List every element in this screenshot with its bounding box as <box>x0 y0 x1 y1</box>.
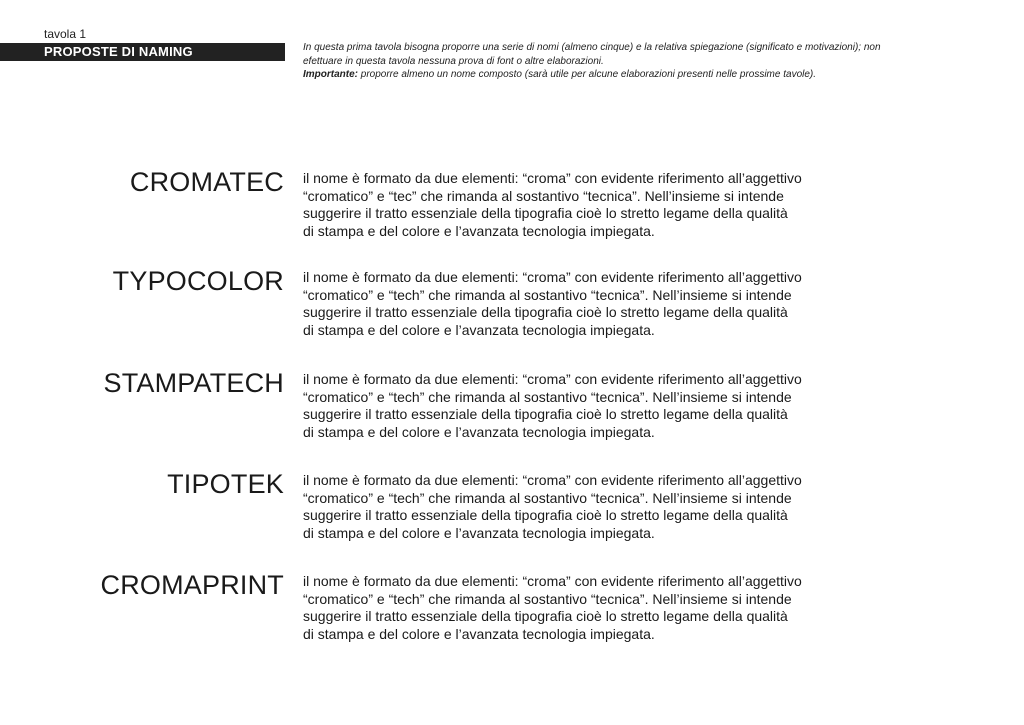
description-line: suggerire il tratto essenziale della tipografia cioè lo stretto legame della qualità <box>303 406 788 422</box>
page-title: PROPOSTE DI NAMING <box>44 44 193 59</box>
instructions-text <box>303 41 963 82</box>
description-line: “cromatico” e “tech” che rimanda al sostantivo “tecnica”. Nell’insieme si intende <box>303 388 792 405</box>
description-line: il nome è formato da due elementi: “croma” con evidente riferimento all’aggettivo <box>303 170 802 186</box>
naming-entry <box>0 167 1024 250</box>
description-line: di stampa e del colore e l’avanzata tecnologia impiegata. <box>303 222 655 239</box>
title-bar <box>0 43 285 61</box>
entry-description <box>303 472 843 542</box>
description-line: il nome è formato da due elementi: “croma” con evidente riferimento all’aggettivo <box>303 371 802 387</box>
description-line: il nome è formato da due elementi: “croma” con evidente riferimento all’aggettivo <box>303 573 802 589</box>
description-line: il nome è formato da due elementi: “croma” con evidente riferimento all’aggettivo <box>303 472 802 488</box>
instructions-line-2: efettuare in questa tavola nessuna prova di font o altre elaborazioni. <box>303 55 604 67</box>
important-label: Importante: <box>303 69 358 80</box>
description-line: “cromatico” e “tec” che rimanda al sostantivo “tecnica”. Nell’insieme si intende <box>303 187 784 204</box>
naming-entry <box>0 368 1024 451</box>
entry-description <box>303 269 843 339</box>
description-line: suggerire il tratto essenziale della tipografia cioè lo stretto legame della qualità <box>303 507 788 523</box>
instructions-line-1: In questa prima tavola bisogna proporre una serie di nomi (almeno cinque) e la relativa spiegazione (significato e motivazioni); non <box>303 42 881 53</box>
description-line: suggerire il tratto essenziale della tipografia cioè lo stretto legame della qualità <box>303 608 788 624</box>
description-line: “cromatico” e “tech” che rimanda al sostantivo “tecnica”. Nell’insieme si intende <box>303 286 792 303</box>
entry-name: CROMATEC <box>129 167 284 197</box>
description-line: di stampa e del colore e l’avanzata tecnologia impiegata. <box>303 625 655 642</box>
description-line: “cromatico” e “tech” che rimanda al sostantivo “tecnica”. Nell’insieme si intende <box>303 590 792 607</box>
entry-description <box>303 573 843 643</box>
entry-name: TIPOTEK <box>167 469 284 499</box>
naming-entry <box>0 570 1024 653</box>
description-line: suggerire il tratto essenziale della tipografia cioè lo stretto legame della qualità <box>303 205 788 221</box>
description-line: “cromatico” e “tech” che rimanda al sostantivo “tecnica”. Nell’insieme si intende <box>303 489 792 506</box>
entry-description <box>303 371 843 441</box>
important-text: proporre almeno un nome composto (sarà utile per alcune elaborazioni presenti nelle prossime tavole). <box>358 69 817 80</box>
naming-entry <box>0 469 1024 552</box>
description-line: di stampa e del colore e l’avanzata tecnologia impiegata. <box>303 524 655 541</box>
entry-description <box>303 170 843 240</box>
description-line: il nome è formato da due elementi: “croma” con evidente riferimento all’aggettivo <box>303 269 802 285</box>
entry-name: TYPOCOLOR <box>112 266 284 296</box>
page-label: tavola 1 <box>44 27 87 41</box>
description-line: di stampa e del colore e l’avanzata tecnologia impiegata. <box>303 423 655 440</box>
naming-entry <box>0 266 1024 349</box>
description-line: di stampa e del colore e l’avanzata tecnologia impiegata. <box>303 321 655 338</box>
entry-name: CROMAPRINT <box>100 570 284 600</box>
description-line: suggerire il tratto essenziale della tipografia cioè lo stretto legame della qualità <box>303 304 788 320</box>
entry-name: STAMPATECH <box>103 368 284 398</box>
